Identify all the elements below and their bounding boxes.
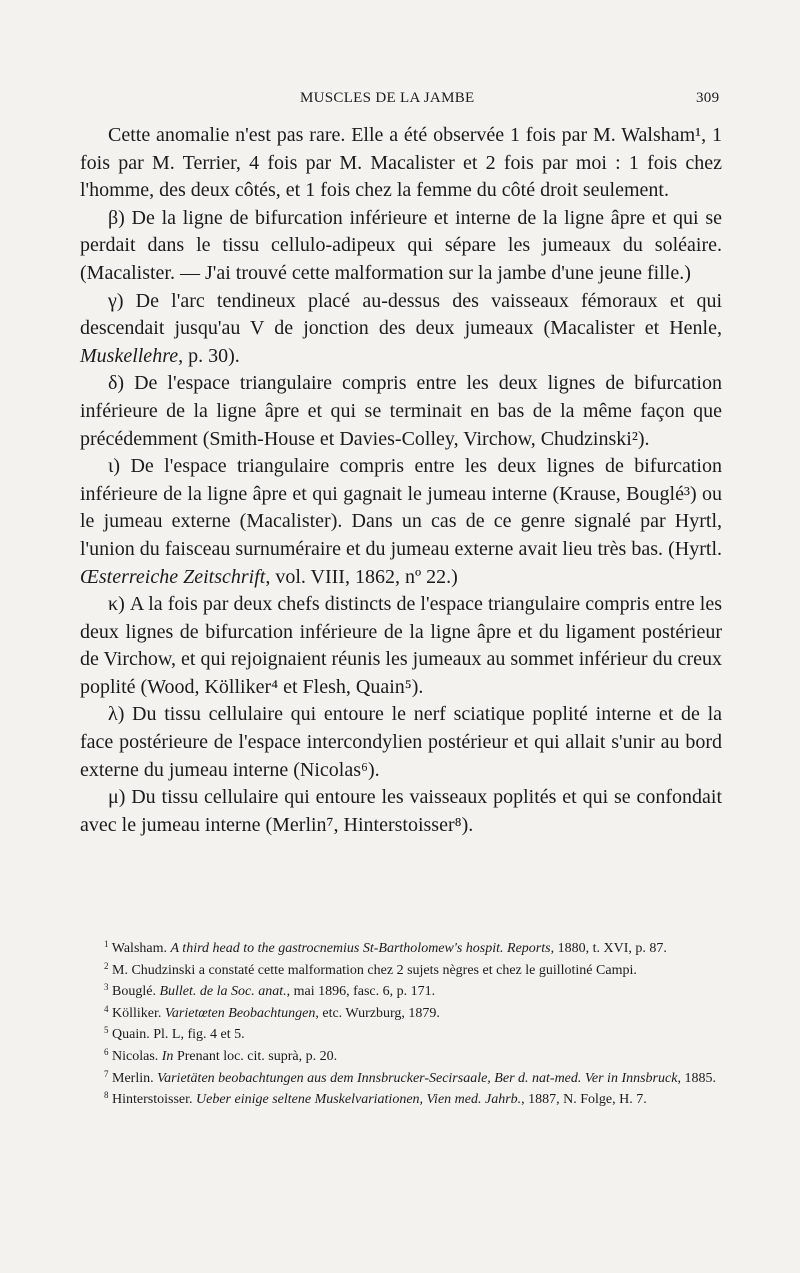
footnote: $^7$ Merlin. Varietäten beobachtungen aus dem Innsbrucker-Secirsaale, Ber d. nat-med. Ver in Innsbruck, 1885. xyxy=(104,1068,716,1086)
paragraph: γ) De l'arc tendineux placé au-dessus des vaisseaux fémoraux et qui descendait jusqu'au V de jonction des deux jumeaux (Macalister et Henle, Muskellehre, p. 30). xyxy=(80,289,722,367)
paragraph: κ) A la fois par deux chefs distincts de l'espace triangulaire compris entre les deux lignes de bifurcation inférieure de la ligne âpre et du ligament postérieur de Virchow, et qui rejoignaient réunis les jumeaux au sommet inférieur du creux poplité (Wood, Kölliker⁴ et Flesh, Quain⁵). xyxy=(80,593,722,698)
paragraph: δ) De l'espace triangulaire compris entre les deux lignes de bifurcation inférieure de la ligne âpre et qui se terminait en bas de la même façon que précédemment (Smith-House et Davies-Colley, Virchow, Chudzinski²). xyxy=(80,372,722,450)
footnote: $^2$ M. Chudzinski a constaté cette malformation chez 2 sujets nègres et chez le guillotiné Campi. xyxy=(104,960,637,978)
paragraph: Cette anomalie n'est pas rare. Elle a été observée 1 fois par M. Walsham¹, 1 fois par M. Terrier, 4 fois par M. Macalister et 2 fois par moi : 1 fois chez l'homme, des deux côtés, et 1 fois chez la femme du côté droit seulement. xyxy=(80,124,722,202)
footnote: $^1$ Walsham. A third head to the gastrocnemius St-Bartholomew's hospit. Reports, 1880, t. XVI, p. 87. xyxy=(104,939,667,956)
italic-citation: Œsterreiche Zeitschrift xyxy=(80,565,266,588)
paragraph: μ) Du tissu cellulaire qui entoure les vaisseaux poplités et qui se confondait avec le jumeau interne (Merlin⁷, Hinterstoisser⁸). xyxy=(80,786,722,836)
running-head xyxy=(0,90,800,112)
footnote: $^8$ Hinterstoisser. Ueber einige seltene Muskelvariationen, Vien med. Jahrb., 1887, N. Folge, H. 7. xyxy=(104,1090,647,1108)
italic-citation: Muskellehre xyxy=(80,344,179,367)
running-title: MUSCLES DE LA JAMBE xyxy=(300,90,475,106)
body-text xyxy=(80,122,722,839)
footnote: $^4$ Kölliker. Varietœten Beobachtungen, etc. Wurzburg, 1879. xyxy=(104,1003,440,1021)
paragraph: ι) De l'espace triangulaire compris entre les deux lignes de bifurcation inférieure de la ligne âpre et qui gagnait le jumeau interne (Krause, Bouglé³) ou le jumeau externe (Macalister). Dans un cas de ce genre signalé par Hyrtl, l'union du faisceau surnuméraire et du jumeau externe avait lieu très bas. (Hyrtl. Œsterreiche Zeitschrift, vol. VIII, 1862, nº 22.) xyxy=(80,455,722,588)
footnote: $^6$ Nicolas. In Prenant loc. cit. suprà, p. 20. xyxy=(104,1046,338,1064)
footnotes xyxy=(80,940,722,1113)
paragraph: λ) Du tissu cellulaire qui entoure le nerf sciatique poplité interne et de la face postérieure de l'espace intercondylien postérieur et qui allait s'unir au bord externe du jumeau interne (Nicolas⁶). xyxy=(80,703,722,781)
footnote: $^3$ Bouglé. Bullet. de la Soc. anat., mai 1896, fasc. 6, p. 171. xyxy=(104,982,436,1000)
paragraph: β) De la ligne de bifurcation inférieure et interne de la ligne âpre et qui se perdait dans le tissu cellulo-adipeux qui sépare les jumeaux du soléaire. (Macalister. — J'ai trouvé cette malformation sur la jambe d'une jeune fille.) xyxy=(80,206,722,284)
page-number: 309 xyxy=(696,90,720,106)
footnote: $^5$ Quain. Pl. L, fig. 4 et 5. xyxy=(104,1025,245,1043)
